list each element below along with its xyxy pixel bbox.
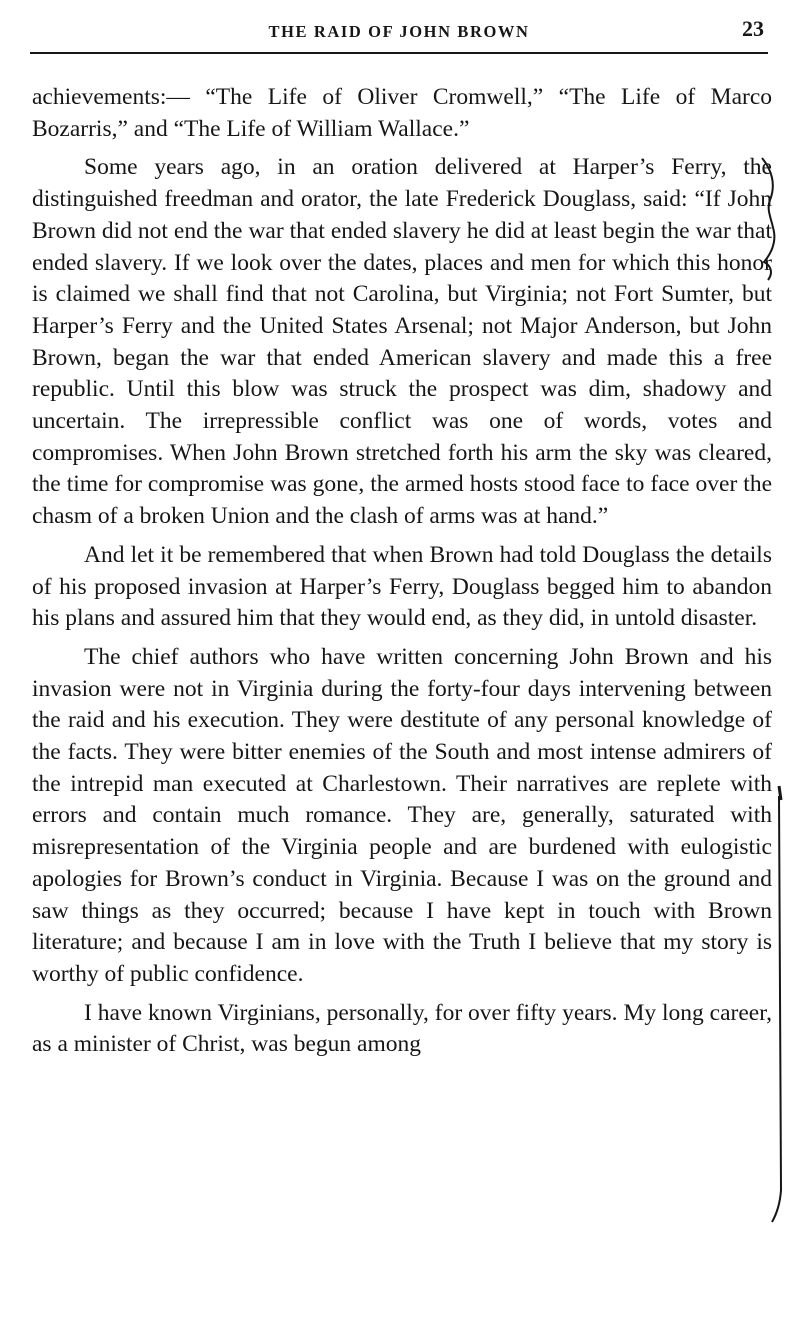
page-number: 23 xyxy=(742,16,764,41)
paragraph-virginians: I have known Virginians, personally, for over fifty years. My long career, as a minister of Christ, was begun among xyxy=(32,999,772,1058)
paragraph-continued: achievements:— “The Life of Oliver Cromwell,” “The Life of Marco Bozarris,” and “The Life of William Wallace.” xyxy=(32,84,772,142)
running-title: THE RAID OF JOHN BROWN xyxy=(268,22,530,41)
margin-line-lower xyxy=(772,796,781,1222)
paragraph-douglass-oration: Some years ago, in an oration delivered at Harper’s Ferry, the distinguished freedman and orator, the late Frederick Douglass, said: “If John Brown did not end the war that ended slavery he did at least begin the war that ended slavery. If we look over the dates, places and men for which this honor is claimed we shall find that not Carolina, but Virginia; not Fort Sumter, but Harper’s Ferry and the United States Arsenal; not Major Anderson, but John Brown, began the war that ended American slavery and made this a free republic. Until this blow was struck the prospect was dim, shadowy and uncertain. The irrepressible conflict was one of words, votes and compromises. When John Brown stretched forth his arm the sky was cleared, the time for compromise was gone, the armed hosts stood face to face over the chasm of a broken Union and the clash of arms was at hand.” xyxy=(32,154,772,530)
running-head xyxy=(0,14,798,48)
margin-tick-lower xyxy=(779,786,781,800)
header-rule xyxy=(30,52,768,54)
paragraph-chief-authors: The chief authors who have written concerning John Brown and his invasion were not in Virginia during the forty-four days intervening between the raid and his execution. They were destitute of any personal knowledge of the facts. They were bitter enemies of the South and most intense admirers of the intrepid man executed at Charlestown. Their narratives are replete with errors and contain much romance. They are, generally, saturated with misrepresentation of the Virginia people and are burdened with eulogistic apologies for Brown’s conduct in Virginia. Because I was on the ground and saw things as they occurred; because I have kept in touch with Brown literature; and because I am in love with the Truth I believe that my story is worthy of public confidence. xyxy=(32,643,772,987)
paragraph-douglass-warning: And let it be remembered that when Brown had told Douglass the details of his proposed invasion at Harper’s Ferry, Douglass begged him to abandon his plans and assured him that they would end, as they did, in untold disaster. xyxy=(32,541,772,632)
body-text xyxy=(32,82,772,1068)
